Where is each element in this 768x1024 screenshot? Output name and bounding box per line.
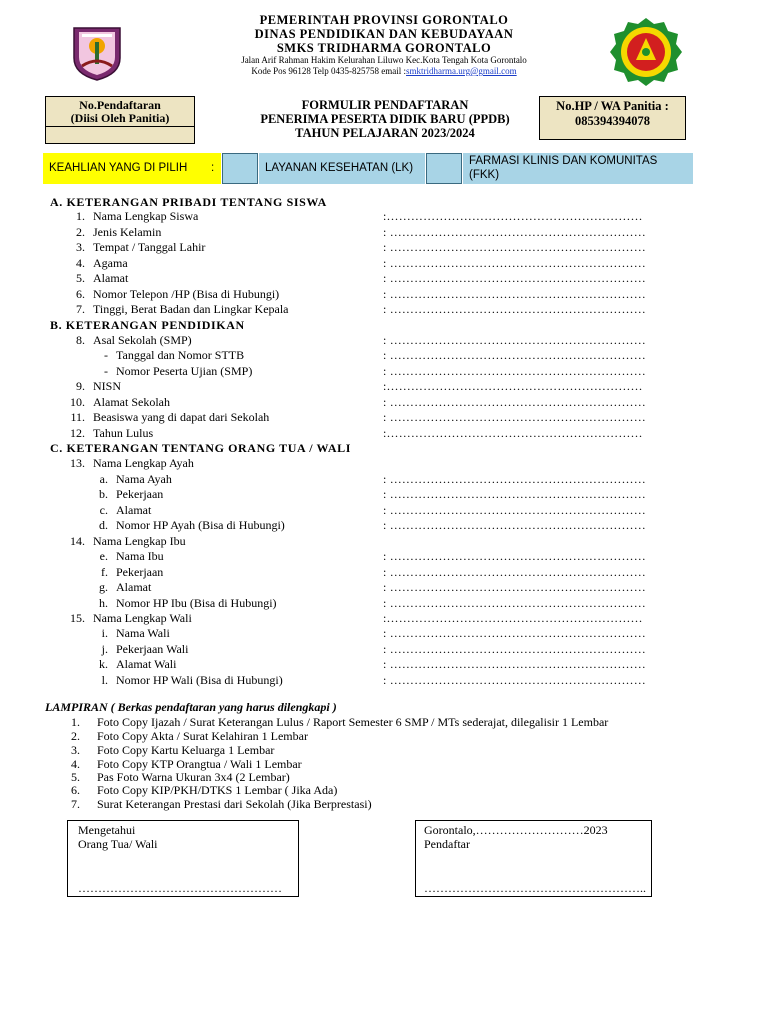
field-input-line[interactable]: : ……………………………………………………… (383, 487, 646, 501)
signature-parent-line1: Mengetahui (78, 823, 136, 837)
field-number: j. (101, 642, 108, 656)
field-input-line[interactable]: : ……………………………………………………… (383, 503, 646, 517)
field-label: NISN (93, 379, 122, 393)
lampiran-item-number: 5. (71, 770, 80, 784)
committee-phone-label: No.HP / WA Panitia : (556, 99, 669, 113)
field-number: b. (99, 487, 108, 501)
field-number: 4. (76, 256, 85, 270)
field-label: Nama Lengkap Siswa (93, 209, 199, 223)
field-input-line[interactable]: : ……………………………………………………… (383, 302, 646, 316)
field-number: 7. (76, 302, 85, 316)
field-label: Nama Wali (116, 626, 170, 640)
registration-number-title: No.Pendaftaran (79, 98, 161, 112)
field-number: 10. (70, 395, 85, 409)
committee-phone-number: 085394394078 (575, 114, 650, 128)
field-label: Tempat / Tanggal Lahir (93, 240, 206, 254)
field-input-line[interactable]: : ……………………………………………………… (383, 642, 646, 656)
field-label: Nama Lengkap Ayah (93, 456, 194, 470)
field-input-line[interactable]: : ……………………………………………………… (383, 271, 646, 285)
signature-box-applicant (415, 820, 652, 897)
field-number: 11. (70, 410, 85, 424)
lampiran-item-text: Foto Copy Ijazah / Surat Keterangan Lulus / Raport Semester 6 SMP / MTs sederajat, dilegalisir 1 Lembar (97, 715, 609, 729)
field-number: - (104, 364, 108, 378)
field-label: Alamat (116, 503, 152, 517)
field-label: Nama Ibu (116, 549, 164, 563)
field-number: - (104, 348, 108, 362)
field-number: e. (99, 549, 108, 563)
field-input-line[interactable]: : ……………………………………………………… (383, 256, 646, 270)
field-input-line[interactable]: : ……………………………………………………… (383, 395, 646, 409)
field-input-line[interactable]: : ……………………………………………………… (383, 240, 646, 254)
field-label: Asal Sekolah (SMP) (93, 333, 192, 347)
header-department: DINAS PENDIDIKAN DAN KEBUDAYAAN (254, 27, 514, 41)
lampiran-item-number: 3. (71, 743, 80, 757)
field-input-line[interactable]: : ……………………………………………………… (383, 348, 646, 362)
field-number: k. (99, 657, 108, 671)
signature-parent-dots[interactable]: …………………………………………… (78, 881, 282, 895)
lampiran-item-text: Foto Copy KTP Orangtua / Wali 1 Lembar (97, 757, 302, 771)
lampiran-item-text: Foto Copy Kartu Keluarga 1 Lembar (97, 743, 275, 757)
field-label: Pekerjaan Wali (116, 642, 189, 656)
checkbox-lk[interactable] (222, 153, 258, 184)
option-fkk-box (463, 153, 693, 184)
checkbox-fkk[interactable] (426, 153, 462, 184)
field-number: 13. (70, 456, 85, 470)
field-input-line[interactable]: : ……………………………………………………… (383, 657, 646, 671)
lampiran-item-number: 1. (71, 715, 80, 729)
lampiran-item-text: Foto Copy KIP/PKH/DTKS 1 Lembar ( Jika Ada) (97, 783, 338, 797)
field-input-line[interactable]: :……………………………………………………… (383, 426, 643, 440)
keahlian-label-box (43, 153, 221, 184)
field-number: 6. (76, 287, 85, 301)
field-number: f. (101, 565, 108, 579)
signature-box-parent (67, 820, 299, 897)
signature-parent-line2: Orang Tua/ Wali (78, 837, 158, 851)
lampiran-item-number: 6. (71, 783, 80, 797)
lampiran-item-text: Foto Copy Akta / Surat Kelahiran 1 Lembar (97, 729, 308, 743)
section-a-title: A. KETERANGAN PRIBADI TENTANG SISWA (50, 195, 327, 209)
field-label: Jenis Kelamin (93, 225, 162, 239)
field-label: Tinggi, Berat Badan dan Lingkar Kepala (93, 302, 289, 316)
form-title (215, 98, 555, 140)
field-input-line[interactable]: : ……………………………………………………… (383, 673, 646, 687)
header-contact-text: Kode Pos 96128 Telp 0435-825758 email : (251, 66, 407, 76)
field-label: Alamat Wali (116, 657, 177, 671)
field-number: 8. (76, 333, 85, 347)
field-label: Nomor HP Wali (Bisa di Hubungi) (116, 673, 283, 687)
keahlian-colon: : (211, 162, 215, 174)
header-government: PEMERINTAH PROVINSI GORONTALO (259, 13, 509, 27)
field-input-line[interactable]: : ……………………………………………………… (383, 472, 646, 486)
field-number: 12. (70, 426, 85, 440)
lampiran-item-text: Surat Keterangan Prestasi dari Sekolah (Jika Berprestasi) (97, 797, 372, 811)
field-label: Pekerjaan (116, 565, 164, 579)
field-number: 2. (76, 225, 85, 239)
option-lk-box (259, 153, 425, 184)
field-input-line[interactable]: : ……………………………………………………… (383, 333, 646, 347)
field-number: l. (101, 673, 108, 687)
section-b-title: B. KETERANGAN PENDIDIKAN (50, 318, 245, 332)
committee-phone-box (539, 96, 686, 140)
form-title-line2: PENERIMA PESERTA DIDIK BARU (PPDB) (260, 112, 510, 126)
field-number: i. (101, 626, 108, 640)
signature-applicant-line2: Pendaftar (424, 837, 470, 851)
field-label: Nama Lengkap Wali (93, 611, 192, 625)
field-number: g. (99, 580, 108, 594)
field-label: Tahun Lulus (93, 426, 154, 440)
field-input-line[interactable]: : ……………………………………………………… (383, 364, 646, 378)
registration-number-field[interactable] (46, 126, 194, 143)
signature-applicant-line1: Gorontalo,………………………2023 (424, 823, 608, 837)
field-number: 14. (70, 534, 85, 548)
field-number: 9. (76, 379, 85, 393)
field-number: 5. (76, 271, 85, 285)
keahlian-label: KEAHLIAN YANG DI PILIH (49, 162, 188, 174)
field-label: Alamat (93, 271, 129, 285)
field-number: 3. (76, 240, 85, 254)
field-label: Beasiswa yang di dapat dari Sekolah (93, 410, 270, 424)
header-address: Jalan Arif Rahman Hakim Kelurahan Liluwo Kec.Kota Tengah Kota Gorontalo (241, 55, 527, 65)
header-email-link[interactable]: smktridharma.urg@gmail.com (406, 66, 517, 76)
form-title-line3: TAHUN PELAJARAN 2023/2024 (295, 126, 475, 140)
field-label: Pekerjaan (116, 487, 164, 501)
field-input-line[interactable]: : ……………………………………………………… (383, 518, 646, 532)
field-input-line[interactable]: : ……………………………………………………… (383, 410, 646, 424)
signature-applicant-dots[interactable]: ……………………………………………….. (424, 881, 646, 895)
field-label: Nomor HP Ayah (Bisa di Hubungi) (116, 518, 285, 532)
field-number: a. (99, 472, 108, 486)
lampiran-item-number: 7. (71, 797, 80, 811)
field-label: Nomor Telepon /HP (Bisa di Hubungi) (93, 287, 280, 301)
header-school: SMKS TRIDHARMA GORONTALO (276, 41, 492, 55)
field-input-line[interactable]: : ……………………………………………………… (383, 580, 646, 594)
field-input-line[interactable]: :……………………………………………………… (383, 209, 643, 223)
header-contact (0, 66, 768, 76)
field-input-line[interactable]: : ……………………………………………………… (383, 565, 646, 579)
field-label: Nama Lengkap Ibu (93, 534, 186, 548)
field-label: Nomor HP Ibu (Bisa di Hubungi) (116, 596, 277, 610)
field-input-line[interactable]: : ……………………………………………………… (383, 225, 646, 239)
field-input-line[interactable]: : ……………………………………………………… (383, 287, 646, 301)
field-input-line[interactable]: : ……………………………………………………… (383, 549, 646, 563)
lampiran-item-number: 4. (71, 757, 80, 771)
field-number: d. (99, 518, 108, 532)
section-c-title: C. KETERANGAN TENTANG ORANG TUA / WALI (50, 441, 351, 455)
field-number: 1. (76, 209, 85, 223)
field-number: c. (99, 503, 108, 517)
option-lk-label: LAYANAN KESEHATAN (LK) (265, 162, 414, 174)
field-label: Agama (93, 256, 128, 270)
option-fkk-label: FARMASI KLINIS DAN KOMUNITAS (FKK) (469, 155, 658, 181)
form-title-line1: FORMULIR PENDAFTARAN (301, 98, 469, 112)
field-label: Tanggal dan Nomor STTB (116, 348, 245, 362)
field-number: 15. (70, 611, 85, 625)
field-label: Nomor Peserta Ujian (SMP) (116, 364, 253, 378)
field-input-line[interactable]: : ……………………………………………………… (383, 596, 646, 610)
field-input-line[interactable]: :……………………………………………………… (383, 379, 643, 393)
field-label: Nama Ayah (116, 472, 172, 486)
registration-number-subtitle: (Diisi Oleh Panitia) (70, 111, 170, 125)
field-number: h. (99, 596, 108, 610)
lampiran-item-number: 2. (71, 729, 80, 743)
field-input-line[interactable]: : ……………………………………………………… (383, 626, 646, 640)
lampiran-title: LAMPIRAN ( Berkas pendaftaran yang harus dilengkapi ) (45, 700, 337, 714)
field-input-line[interactable]: :……………………………………………………… (383, 611, 643, 625)
field-label: Alamat (116, 580, 152, 594)
field-label: Alamat Sekolah (93, 395, 170, 409)
lampiran-item-text: Pas Foto Warna Ukuran 3x4 (2 Lembar) (97, 770, 290, 784)
